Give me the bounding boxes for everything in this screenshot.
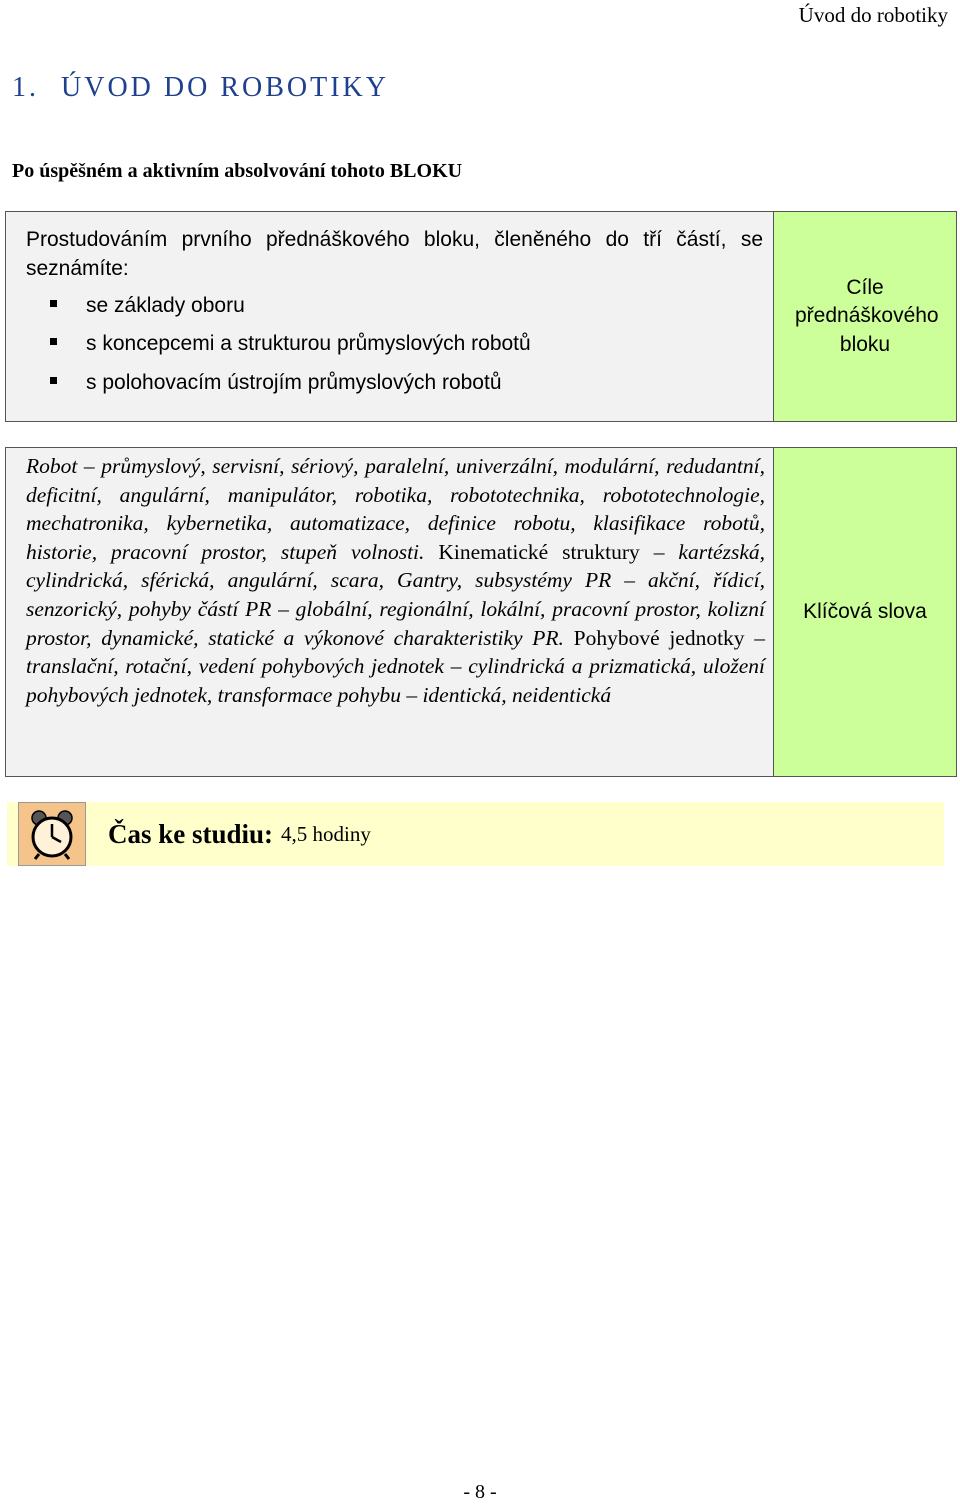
running-header: Úvod do robotiky bbox=[798, 3, 948, 27]
alarm-clock-icon bbox=[18, 802, 86, 866]
page-number: - 8 - bbox=[463, 1481, 497, 1503]
bullet-icon bbox=[50, 300, 57, 307]
bullet-icon bbox=[50, 377, 57, 384]
goals-content bbox=[6, 212, 774, 421]
list-item: se základy oboru bbox=[26, 291, 763, 320]
chapter-number: 1. bbox=[12, 72, 39, 103]
keywords-content: Robot – průmyslový, servisní, sériový, paralelní, univerzální, modulární, redudantní, deficitní, angulární, manipulátor, robotika, robototechnika, robototechnologie, mechatronika, kybernetika, automatizace, definice robotu, klasifikace robotů, historie, pracovní prostor, stupeň volnosti. Kinematické struktury – kartézská, cylindrická, sférická, angulární, scara, Gantry, subsystémy PR – akční, řídicí, senzorický, pohyby částí PR – globální, regionální, lokální, pracovní prostor, kolizní prostor, dynamické, statické a výkonové charakteristiky PR. Pohybové jednotky – translační, rotační, vedení pohybových jednotek – cylindrická a prizmatická, uložení pohybových jednotek, transformace pohybu – identická, neidentická bbox=[6, 448, 774, 776]
chapter-heading bbox=[12, 72, 389, 104]
study-time-label: Čas ke studiu: bbox=[108, 818, 274, 849]
study-time-banner bbox=[7, 802, 944, 866]
intro-text: Po úspěšném a aktivním absolvování tohoto BLOKU bbox=[12, 160, 463, 182]
study-time-value: 4,5 hodiny bbox=[281, 821, 371, 846]
keywords-box bbox=[5, 447, 957, 777]
goals-list bbox=[26, 291, 763, 397]
list-item: s polohovacím ústrojím průmyslových robotů bbox=[26, 368, 763, 397]
goals-side-label: Cíle přednáškového bloku bbox=[774, 212, 956, 421]
goals-text: Prostudováním prvního přednáškového bloku, členěného do tří částí, se seznámíte: bbox=[26, 228, 763, 281]
goals-box bbox=[5, 211, 957, 422]
bullet-icon bbox=[50, 338, 57, 345]
chapter-title: ÚVOD DO ROBOTIKY bbox=[61, 72, 389, 103]
keywords-side-label: Klíčová slova bbox=[774, 448, 956, 776]
list-item: s koncepcemi a strukturou průmyslových robotů bbox=[26, 329, 763, 358]
